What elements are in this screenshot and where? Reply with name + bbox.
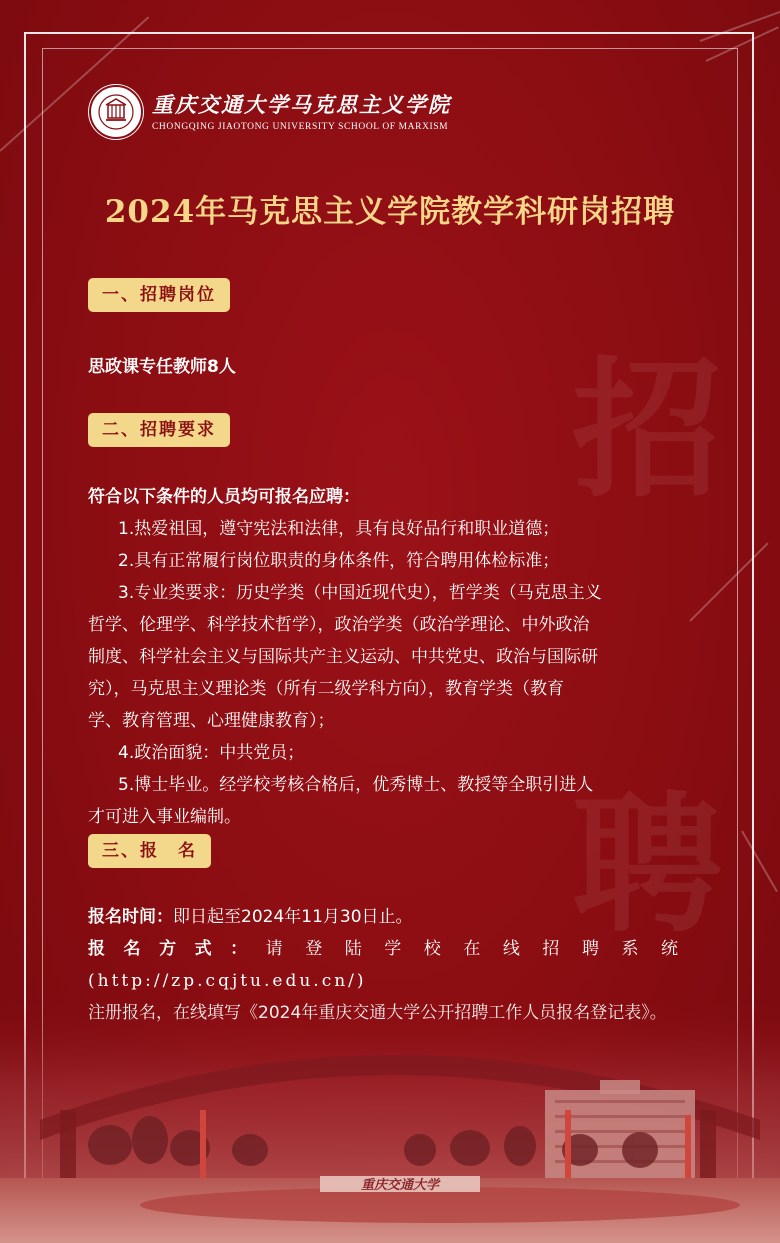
method-value: 请登陆学校在线招聘系统 [265, 939, 693, 959]
campus-gate-photo [0, 1000, 780, 1243]
watermark-zhao: 招 [571, 342, 722, 518]
positions-content: 思政课专任教师8人 [88, 357, 236, 377]
school-seal-icon [88, 84, 144, 140]
section-heading-application: 三、报 名 [88, 834, 211, 868]
requirement-line: 制度、科学社会主义与国际共产主义运动、中共党史、政治与国际研 [88, 647, 598, 667]
requirement-line: 学、教育管理、心理健康教育）； [88, 711, 335, 731]
requirement-line: 2.具有正常履行岗位职责的身体条件，符合聘用体检标准； [118, 551, 560, 571]
section-heading-positions: 一、招聘岗位 [88, 278, 230, 312]
watermark-pin: 聘 [571, 777, 722, 953]
time-label: 报名时间： [88, 907, 173, 927]
method-label: 报名方式： [88, 939, 266, 959]
requirement-line: 才可进入事业编制。 [88, 807, 241, 827]
requirement-line: 哲学、伦理学、科学技术哲学），政治学类（政治学理论、中外政治 [88, 615, 590, 635]
requirement-line: 究），马克思主义理论类（所有二级学科方向），教育学类（教育 [88, 679, 564, 699]
requirements-intro: 符合以下条件的人员均可报名应聘： [88, 487, 360, 507]
requirement-line: 3.专业类要求：历史学类（中国近现代史），哲学类（马克思主义 [118, 583, 602, 603]
logo-chinese-name: 重庆交通大学马克思主义学院 [152, 92, 451, 117]
requirement-line: 1.热爱祖国，遵守宪法和法律，具有良好品行和职业道德； [118, 519, 560, 539]
requirements-block [88, 481, 692, 833]
application-method [88, 933, 692, 965]
school-logo [88, 84, 451, 140]
section-heading-requirements: 二、招聘要求 [88, 413, 230, 447]
application-url[interactable]: (http://zp.cqjtu.edu.cn/) [88, 971, 367, 991]
requirement-line: 5.博士毕业。经学校考核合格后，优秀博士、教授等全职引进人 [118, 775, 594, 795]
campus-sign-text: 重庆交通大学 [360, 1178, 440, 1193]
page-title: 2024年马克思主义学院教学科研岗招聘 [104, 194, 676, 230]
requirement-line: 4.政治面貌：中共党员； [118, 743, 305, 763]
logo-english-name: CHONGQING JIAOTONG UNIVERSITY SCHOOL OF MARXISM [152, 122, 449, 132]
application-time [88, 901, 692, 933]
time-value: 即日起至2024年11月30日止。 [173, 907, 413, 927]
